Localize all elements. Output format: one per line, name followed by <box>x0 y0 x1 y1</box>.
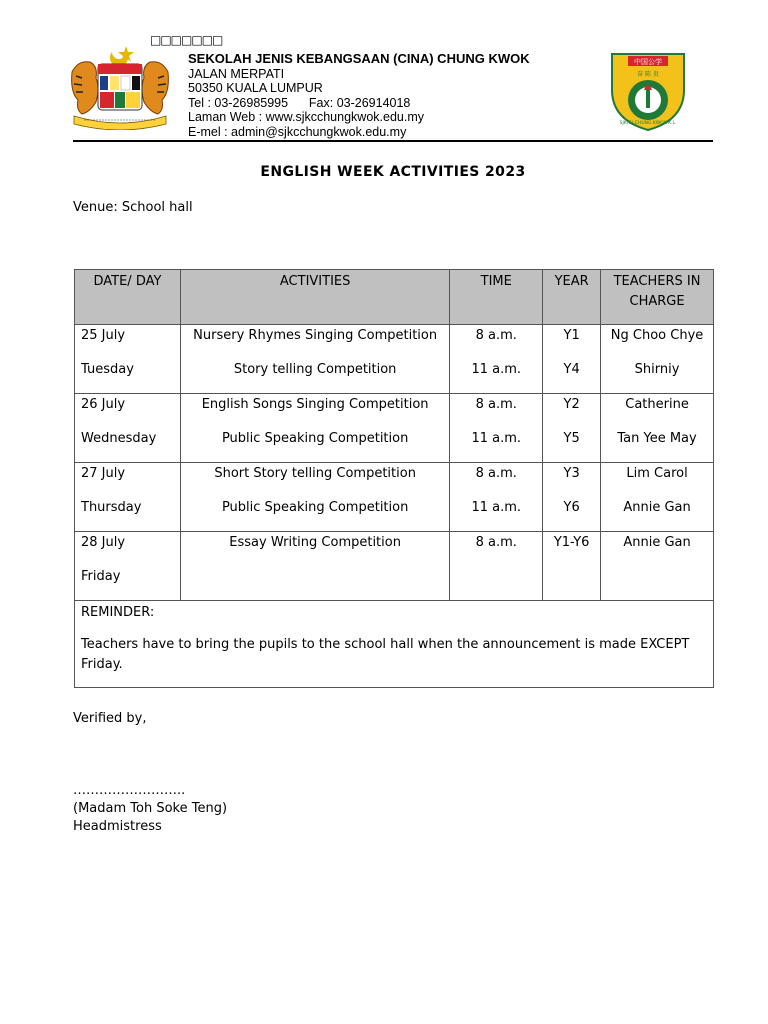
time-cell <box>450 463 543 532</box>
badge-ring-text: SJK(C) CHUNG KWOK K.L. <box>619 121 677 126</box>
time: 8 a.m. <box>475 466 517 481</box>
year: Y1 <box>563 328 580 343</box>
email: E-mel : admin@sjkcchungkwok.edu.my <box>188 124 407 139</box>
teacher: Tan Yee May <box>617 431 697 446</box>
time: 8 a.m. <box>475 397 517 412</box>
reminder-label: REMINDER: <box>81 605 155 620</box>
table-row <box>75 394 714 463</box>
activity: English Songs Singing Competition <box>201 397 429 412</box>
table-header-row <box>75 270 714 325</box>
website: Laman Web : www.sjkcchungkwok.edu.my <box>188 110 424 124</box>
year: Y1-Y6 <box>553 535 590 550</box>
chinese-school-name: □□□□□□□ <box>150 33 223 47</box>
year-cell <box>543 325 601 394</box>
activity: Short Story telling Competition <box>214 466 416 481</box>
date-cell <box>75 325 181 394</box>
reminder-cell <box>75 601 714 688</box>
activity: Nursery Rhymes Singing Competition <box>193 328 438 343</box>
teacher-cell <box>601 394 714 463</box>
time-cell <box>450 394 543 463</box>
teacher: Annie Gan <box>623 500 691 515</box>
date: 27 July <box>81 466 126 481</box>
table-row <box>75 463 714 532</box>
badge-chinese-text: 中国公学 <box>634 58 662 66</box>
day: Thursday <box>81 500 142 515</box>
teacher: Shirniy <box>634 362 680 377</box>
signatory-position: Headmistress <box>73 819 162 834</box>
reminder-text: Teachers have to bring the pupils to the school hall when the announcement is made EXCEPT Friday. <box>81 637 690 672</box>
teacher: Catherine <box>625 397 689 412</box>
phone-fax: Tel : 03-26985995 Fax: 03-26914018 <box>188 95 411 110</box>
time: 11 a.m. <box>471 362 522 377</box>
signature-line: …………………….. <box>73 783 186 798</box>
school-name: SEKOLAH JENIS KEBANGSAAN (CINA) CHUNG KWOK <box>188 51 530 66</box>
year: Y3 <box>563 466 580 481</box>
year: Y4 <box>563 362 580 377</box>
time: 11 a.m. <box>471 431 522 446</box>
badge-motto-text: 奋 陈 贵 <box>637 71 659 78</box>
activities-cell <box>180 394 449 463</box>
time: 11 a.m. <box>471 500 522 515</box>
time: 8 a.m. <box>475 328 517 343</box>
year <box>543 566 600 600</box>
teacher-cell <box>601 463 714 532</box>
activity: Story telling Competition <box>233 362 397 377</box>
verified-by: Verified by, <box>73 711 147 726</box>
year: Y2 <box>563 397 580 412</box>
malaysia-coat-of-arms-logo <box>64 44 176 130</box>
activities-cell <box>180 325 449 394</box>
activities-cell <box>180 532 449 601</box>
date: 28 July <box>81 535 126 550</box>
activities-cell <box>180 463 449 532</box>
address-line-1: JALAN MERPATI <box>188 66 285 81</box>
year: Y5 <box>563 431 580 446</box>
date-cell <box>75 463 181 532</box>
activity: Public Speaking Competition <box>221 431 409 446</box>
activity: Essay Writing Competition <box>229 535 401 550</box>
document-title: ENGLISH WEEK ACTIVITIES 2023 <box>260 164 526 180</box>
header-teachers: TEACHERS IN CHARGE <box>601 270 714 325</box>
letterhead <box>188 52 530 139</box>
header-activities: ACTIVITIES <box>180 270 449 325</box>
time <box>450 566 542 600</box>
venue: Venue: School hall <box>73 200 193 215</box>
date: 26 July <box>81 397 126 412</box>
teacher: Annie Gan <box>623 535 691 550</box>
header-time: TIME <box>450 270 543 325</box>
date-cell <box>75 532 181 601</box>
header-year: YEAR <box>543 270 601 325</box>
teacher-cell <box>601 325 714 394</box>
date: 25 July <box>81 328 126 343</box>
year-cell <box>543 463 601 532</box>
signatory-name: (Madam Toh Soke Teng) <box>73 801 228 816</box>
table-row <box>75 532 714 601</box>
year: Y6 <box>563 500 580 515</box>
teacher: Ng Choo Chye <box>610 328 704 343</box>
day: Tuesday <box>81 362 134 377</box>
time-cell <box>450 532 543 601</box>
teacher-cell <box>601 532 714 601</box>
day: Wednesday <box>81 431 157 446</box>
time: 8 a.m. <box>475 535 517 550</box>
year-cell <box>543 532 601 601</box>
date-cell <box>75 394 181 463</box>
header-date-day: DATE/ DAY <box>75 270 181 325</box>
school-badge-logo <box>608 50 688 132</box>
table-row <box>75 325 714 394</box>
address-line-2: 50350 KUALA LUMPUR <box>188 81 323 95</box>
signature-block <box>73 782 227 836</box>
teacher: Lim Carol <box>626 466 688 481</box>
teacher <box>601 566 713 600</box>
time-cell <box>450 325 543 394</box>
year-cell <box>543 394 601 463</box>
day: Friday <box>81 569 121 584</box>
reminder-row <box>75 601 714 688</box>
schedule-table <box>74 269 714 688</box>
header-divider <box>73 140 713 142</box>
activity <box>181 566 449 600</box>
activity: Public Speaking Competition <box>221 500 409 515</box>
